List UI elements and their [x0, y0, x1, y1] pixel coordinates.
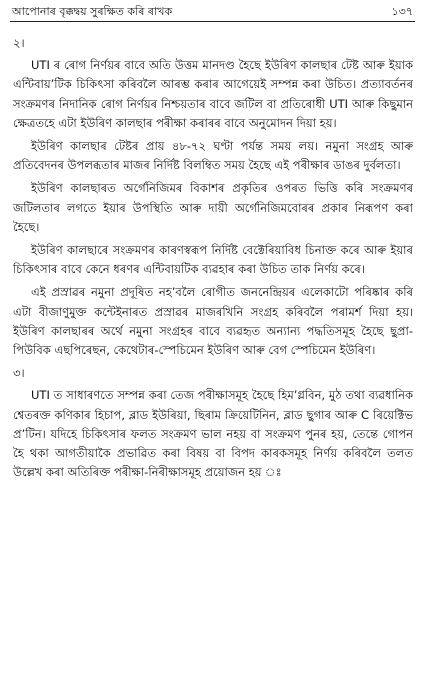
page-number: ১৩৭ [391, 5, 413, 18]
header-title: আপোনাৰ বৃক্কদ্বয় সুৰক্ষিত কৰি ৰাখক [12, 5, 173, 18]
paragraph-blood-tests: UTI ত সাধাৰণতে সম্পন্ন কৰা তেজ পৰীক্ষাসমূহ হৈছে হিম’গ্লবিন, মুঠ তথা ব্যৱধানিক শ্বেতৰক্ত কণিকাৰ হিচাপ, ব্লাড ইউৰিয়া, ছিৰাম ক্ৰিয়েটিনিন, ব্লাড ছুগাৰ আৰু C ৰিয়েক্টিভ প্ৰ’টিন। যদিহে চিকিৎসাৰ ফলত সংক্ৰমণ ভাল নহয় বা সংক্ৰমণ পুনৰ হয়, তেন্তে গোপন হৈ থকা আগতীয়াকৈ প্ৰভাৱিত কৰা বিষয় বা বিপদ কাৰকসমূহ নিৰ্ণয় কৰিবলৈ তলত উল্লেখ কৰা অতিৰিক্ত পৰীক্ষা-নিৰীক্ষাসমূহ প্ৰয়োজন হয় ঃ [13, 388, 413, 480]
section-number-3: ৩। [13, 366, 25, 381]
section-number-2: ২। [13, 36, 25, 50]
paragraph-bacteria-identification: ইউৰিণ কালছাৰে সংক্ৰমণৰ কাৰণস্বৰূপ নিৰ্দিষ্ট বেক্টেৰিয়াবিধ চিনাক্ত কৰে আৰু ইয়াৰ চিকিৎসাৰ বাবে কেনে ধৰণৰ এন্টিবায়টিক ব্যৱহাৰ কৰা উচিত তাক নিৰ্ণয় কৰে। [13, 243, 413, 277]
paragraph-sample-collection: এই প্ৰস্ৰাৱৰ নমুনা প্ৰদূষিত নহ’বলৈ ৰোগীত জননেন্দ্ৰিয়ৰ এলেকাটো পৰিষ্কাৰ কৰি এটা বীজাণুমুক্ত কন্টেইনাৰত প্ৰস্ৰাৱৰ মাজৰখিনি সংগ্ৰহ কৰিবলৈ পৰামৰ্শ দিয়া হয়। ইউৰিণ কালছাৰৰ অৰ্থে নমুনা সংগ্ৰহৰ বাবে ব্যৱহৃত অন্যান্য পদ্ধতিসমূহ হৈছে ছুপ্ৰা-পিউবিক এছপিৰেছন, কেথেটাৰ-স্পেচিমেন ইউৰিণ আৰু বেগ স্পেচিমেন ইউৰিণ। [13, 285, 413, 358]
header-rule [10, 21, 415, 22]
running-header [12, 4, 413, 20]
paragraph-organism-growth: ইউৰিণ কালছাৰত অৰ্গেনিজিমৰ বিকাশৰ প্ৰকৃতিৰ ওপৰত ভিত্তি কৰি সংক্ৰমণৰ জটিলতাৰ লগতে ইয়াৰ উপস্থিতি আৰু দায়ী অৰ্গেনিজিমবোৰৰ প্ৰকাৰ নিৰূপণ কৰা হৈছে। [13, 181, 413, 234]
paragraph-culture-duration: ইউৰিণ কালছাৰ টেষ্টৰ প্ৰায় ৪৮-৭২ ঘণ্টা পৰ্যন্ত সময় লয়। নমুনা সংগ্ৰহ আৰু প্ৰতিবেদনৰ উপলব্ধতাৰ মাজৰ নিৰ্দিষ্ট বিলম্বিত সময় হৈছে এই পৰীক্ষাৰ ডাঙৰ দুৰ্বলতা। [13, 139, 413, 173]
paragraph-uti-diagnosis: UTI ৰ ৰোগ নিৰ্ণয়ৰ বাবে অতি উত্তম মানদণ্ড হৈছে ইউৰিণ কালছাৰ টেষ্ট আৰু ইয়াক এন্টিবায়’টিক চিকিৎসা কৰিবলৈ আৰম্ভ কৰাৰ আগেয়েই সম্পন্ন কৰা উচিত। প্ৰত্যাবৰ্তনৰ সংক্ৰমণৰ নিদানিক ৰোগ নিৰ্ণয়ৰ নিশ্চয়তাৰ বাবে জটিল বা প্ৰতিৰোধী UTI আৰু কিছুমান ক্ষেত্ৰতহে এটা ইউৰিণ কালছাৰ পৰীক্ষা কৰাৰৰ বাবে অনুমোদন দিয়া হয়। [13, 58, 413, 130]
page-body [13, 34, 413, 486]
